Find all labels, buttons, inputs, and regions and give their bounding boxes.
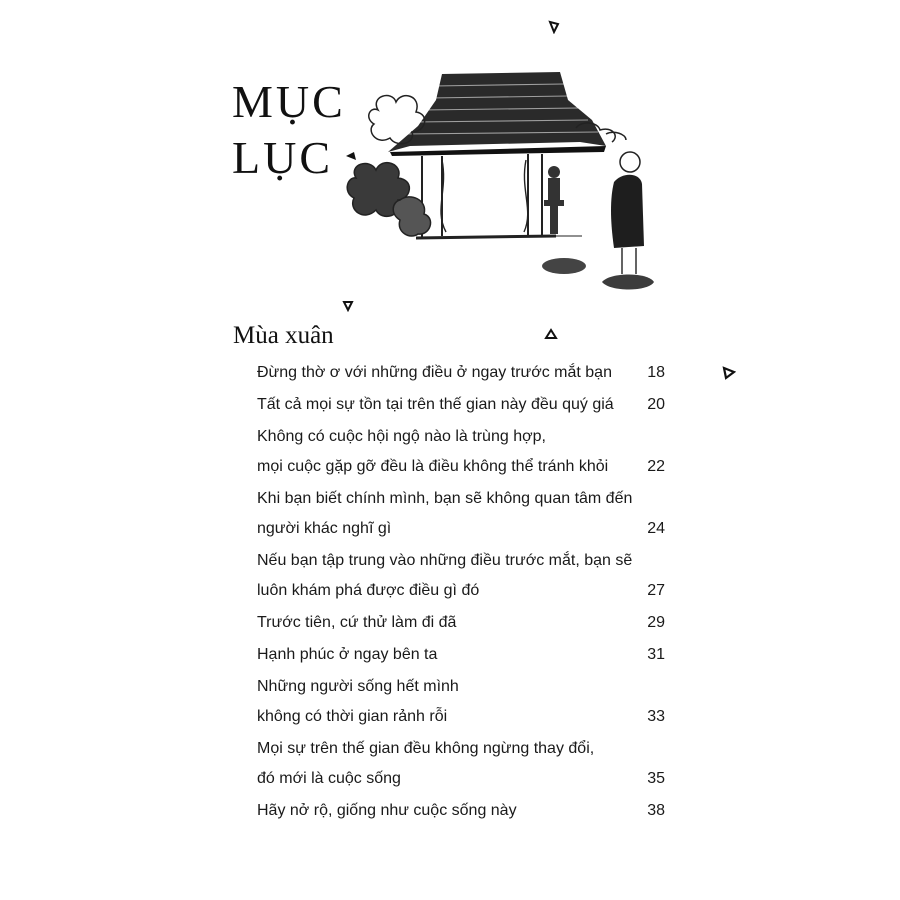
toc-entry[interactable]	[257, 608, 667, 638]
stone-lantern	[544, 166, 564, 234]
petal-icon	[344, 150, 358, 164]
toc-entry-title-line: Hạnh phúc ở ngay bên ta	[257, 646, 438, 663]
toc-entry-title-line: Hãy nở rộ, giống như cuộc sống này	[257, 802, 517, 819]
petal-icon	[722, 366, 736, 380]
toc-entry[interactable]	[257, 640, 667, 670]
toc-entry-title-line: Những người sống hết mình	[257, 678, 459, 695]
toc-entry[interactable]	[257, 358, 667, 388]
table-of-contents	[257, 358, 667, 826]
toc-entry-title-line: Nếu bạn tập trung vào những điều trước mắt, bạn sẽ	[257, 552, 633, 569]
toc-page-number: 20	[647, 396, 665, 413]
ground-shadow	[542, 258, 586, 274]
petal-icon	[342, 300, 354, 312]
toc-page-number: 27	[647, 582, 665, 599]
toc-entry-title-line: Trước tiên, cứ thử làm đi đã	[257, 614, 457, 631]
toc-entry-title-line: Đừng thờ ơ với những điều ở ngay trước mắt bạn	[257, 364, 612, 381]
toc-entry[interactable]	[257, 672, 667, 732]
toc-entry-title-line: luôn khám phá được điều gì đó	[257, 582, 480, 599]
toc-entry-title-line: Tất cả mọi sự tồn tại trên thế gian này đều quý giá	[257, 396, 614, 413]
toc-page-number: 24	[647, 520, 665, 537]
toc-entry-title-line: không có thời gian rảnh rỗi	[257, 708, 448, 725]
toc-entry-title-line: Mọi sự trên thế gian đều không ngừng thay đổi,	[257, 740, 595, 757]
toc-entry[interactable]	[257, 546, 667, 606]
petal-icon	[544, 328, 558, 340]
toc-page-number: 31	[647, 646, 665, 663]
title-line-2: LỤC	[232, 132, 333, 183]
section-heading: Mùa xuân	[233, 322, 334, 349]
toc-entry-title-line: Khi bạn biết chính mình, bạn sẽ không quan tâm đến	[257, 490, 633, 507]
toc-page-number: 33	[647, 708, 665, 725]
toc-entry[interactable]	[257, 734, 667, 794]
toc-entry[interactable]	[257, 390, 667, 420]
toc-entry[interactable]	[257, 796, 667, 826]
toc-page-number: 22	[647, 458, 665, 475]
toc-page-number: 29	[647, 614, 665, 631]
toc-entry-title-line: mọi cuộc gặp gỡ đều là điều không thể tránh khỏi	[257, 458, 609, 475]
toc-entry-title-line: người khác nghĩ gì	[257, 520, 392, 537]
toc-entry[interactable]	[257, 422, 667, 482]
monk-figure	[602, 152, 654, 290]
toc-page-number: 35	[647, 770, 665, 787]
petal-icon	[548, 20, 560, 34]
title-line-1: MỤC	[232, 76, 346, 127]
toc-entry-title-line: Không có cuộc hội ngộ nào là trùng hợp,	[257, 428, 546, 445]
temple-and-monk-illustration	[330, 60, 670, 320]
toc-entry[interactable]	[257, 484, 667, 544]
toc-entry-title-line: đó mới là cuộc sống	[257, 770, 401, 787]
toc-page-number: 38	[647, 802, 665, 819]
toc-page-number: 18	[647, 364, 665, 381]
